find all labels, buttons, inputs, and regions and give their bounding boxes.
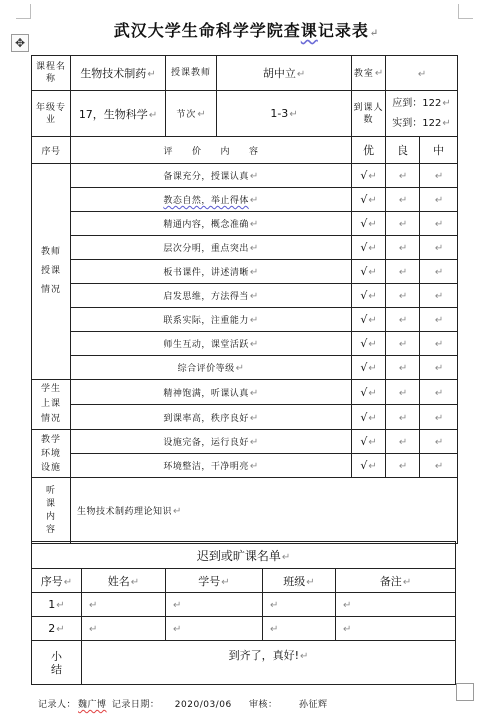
criterion-row: 环境整洁，干净明亮↵ bbox=[71, 454, 352, 478]
mark-good: ↵ bbox=[386, 212, 420, 236]
section-facility: 教学环境设施 bbox=[32, 430, 71, 478]
page-title: 武汉大学生命科学学院查课记录表↵ bbox=[113, 21, 380, 40]
absence-cell: ↵ bbox=[166, 617, 263, 641]
mark-medium: ↵ bbox=[420, 405, 458, 430]
mark-medium: ↵ bbox=[420, 284, 458, 308]
absence-col-name: 姓名↵ bbox=[82, 569, 166, 593]
absence-cell: ↵ bbox=[336, 593, 456, 617]
mark-good: ↵ bbox=[386, 188, 420, 212]
mark-good: ↵ bbox=[386, 454, 420, 478]
page-box bbox=[456, 683, 474, 701]
mark-excellent: √↵ bbox=[352, 164, 386, 188]
attendance-values: 应到：122↵ 实到：122↵ bbox=[386, 91, 458, 137]
mark-medium: ↵ bbox=[420, 212, 458, 236]
col-good-header: 良 bbox=[386, 137, 420, 164]
session-value: 1-3↵ bbox=[217, 91, 352, 137]
summary-value: 到齐了，真好!↵ bbox=[82, 641, 456, 685]
mark-good: ↵ bbox=[386, 260, 420, 284]
absence-row-no: 2↵ bbox=[32, 617, 82, 641]
absence-cell: ↵ bbox=[166, 593, 263, 617]
absence-cell: ↵ bbox=[82, 617, 166, 641]
mark-good: ↵ bbox=[386, 430, 420, 454]
mark-medium: ↵ bbox=[420, 332, 458, 356]
col-medium-header: 中 bbox=[420, 137, 458, 164]
session-label: 节次↵ bbox=[166, 91, 217, 137]
absence-cell: ↵ bbox=[263, 617, 336, 641]
absence-col-note: 备注↵ bbox=[336, 569, 456, 593]
grade-label: 年级专业 bbox=[32, 91, 71, 137]
mark-excellent: √↵ bbox=[352, 212, 386, 236]
evaluation-table bbox=[31, 55, 458, 544]
teacher-value: 胡中立↵ bbox=[217, 56, 352, 91]
mark-excellent: √↵ bbox=[352, 284, 386, 308]
mark-medium: ↵ bbox=[420, 236, 458, 260]
mark-medium: ↵ bbox=[420, 380, 458, 405]
absence-title: 迟到或旷课名单↵ bbox=[32, 542, 456, 569]
absence-row-no: 1↵ bbox=[32, 593, 82, 617]
col-excellent-header: 优 bbox=[352, 137, 386, 164]
mark-excellent: √↵ bbox=[352, 380, 386, 405]
crop-mark-top-left bbox=[16, 4, 31, 19]
mark-good: ↵ bbox=[386, 164, 420, 188]
col-no-header: 序号 bbox=[32, 137, 71, 164]
mark-medium: ↵ bbox=[420, 188, 458, 212]
mark-good: ↵ bbox=[386, 236, 420, 260]
criterion-row: 备课充分，授课认真↵ bbox=[71, 164, 352, 188]
room-value: ↵ bbox=[386, 56, 458, 91]
section-content: 听课内容 bbox=[32, 478, 71, 544]
attendance-label: 到课人数 bbox=[352, 91, 386, 137]
criterion-row: 层次分明，重点突出↵ bbox=[71, 236, 352, 260]
course-value: 生物技术制药↵ bbox=[71, 56, 166, 91]
mark-good: ↵ bbox=[386, 380, 420, 405]
mark-medium: ↵ bbox=[420, 430, 458, 454]
mark-excellent: √↵ bbox=[352, 332, 386, 356]
absence-col-id: 学号↵ bbox=[166, 569, 263, 593]
mark-medium: ↵ bbox=[420, 356, 458, 380]
mark-good: ↵ bbox=[386, 284, 420, 308]
criterion-row: 板书课件，讲述清晰↵ bbox=[71, 260, 352, 284]
criterion-row: 到课率高，秩序良好↵ bbox=[71, 405, 352, 430]
section-student: 学生上课情况 bbox=[32, 380, 71, 430]
mark-excellent: √↵ bbox=[352, 188, 386, 212]
mark-medium: ↵ bbox=[420, 454, 458, 478]
col-content-header: 评 价 内 容 bbox=[71, 137, 352, 164]
absence-table bbox=[31, 541, 456, 685]
mark-excellent: √↵ bbox=[352, 308, 386, 332]
mark-excellent: √↵ bbox=[352, 405, 386, 430]
criterion-row-overall: 综合评价等级↵ bbox=[71, 356, 352, 380]
mark-medium: ↵ bbox=[420, 260, 458, 284]
grade-value: 17，生物科学↵ bbox=[71, 91, 166, 137]
criterion-row: 精神饱满，听课认真↵ bbox=[71, 380, 352, 405]
recorder-name: 魏广博 bbox=[78, 700, 107, 710]
mark-excellent: √↵ bbox=[352, 454, 386, 478]
footer-signoff: 记录人： 魏广博 记录日期： 2020/03/06 审核： 孙征辉 bbox=[38, 700, 328, 710]
criterion-row: 师生互动，课堂活跃↵ bbox=[71, 332, 352, 356]
room-label: 教室↵ bbox=[352, 56, 386, 91]
lecture-content-value: 生物技术制药理论知识↵ bbox=[71, 478, 458, 544]
mark-medium: ↵ bbox=[420, 308, 458, 332]
teacher-label: 授课教师 bbox=[166, 56, 217, 91]
mark-good: ↵ bbox=[386, 405, 420, 430]
criterion-row: 启发思维，方法得当↵ bbox=[71, 284, 352, 308]
mark-excellent: √↵ bbox=[352, 260, 386, 284]
section-teacher: 教师授课情况 bbox=[32, 164, 71, 380]
criterion-row: 设施完备，运行良好↵ bbox=[71, 430, 352, 454]
summary-label: 小结 bbox=[32, 641, 82, 685]
mark-good: ↵ bbox=[386, 308, 420, 332]
criterion-row: 联系实际，注重能力↵ bbox=[71, 308, 352, 332]
absence-col-class: 班级↵ bbox=[263, 569, 336, 593]
absence-cell: ↵ bbox=[263, 593, 336, 617]
mark-excellent: √↵ bbox=[352, 356, 386, 380]
absence-cell: ↵ bbox=[336, 617, 456, 641]
mark-medium: ↵ bbox=[420, 164, 458, 188]
mark-good: ↵ bbox=[386, 332, 420, 356]
criterion-row: 精通内容，概念准确↵ bbox=[71, 212, 352, 236]
course-label: 课程名称 bbox=[32, 56, 71, 91]
mark-excellent: √↵ bbox=[352, 236, 386, 260]
absence-cell: ↵ bbox=[82, 593, 166, 617]
crop-mark-top-right bbox=[458, 4, 473, 19]
mark-good: ↵ bbox=[386, 356, 420, 380]
absence-col-no: 序号↵ bbox=[32, 569, 82, 593]
mark-excellent: √↵ bbox=[352, 430, 386, 454]
move-icon[interactable]: ✥ bbox=[11, 34, 29, 52]
criterion-row: 教态自然，举止得体↵ bbox=[71, 188, 352, 212]
